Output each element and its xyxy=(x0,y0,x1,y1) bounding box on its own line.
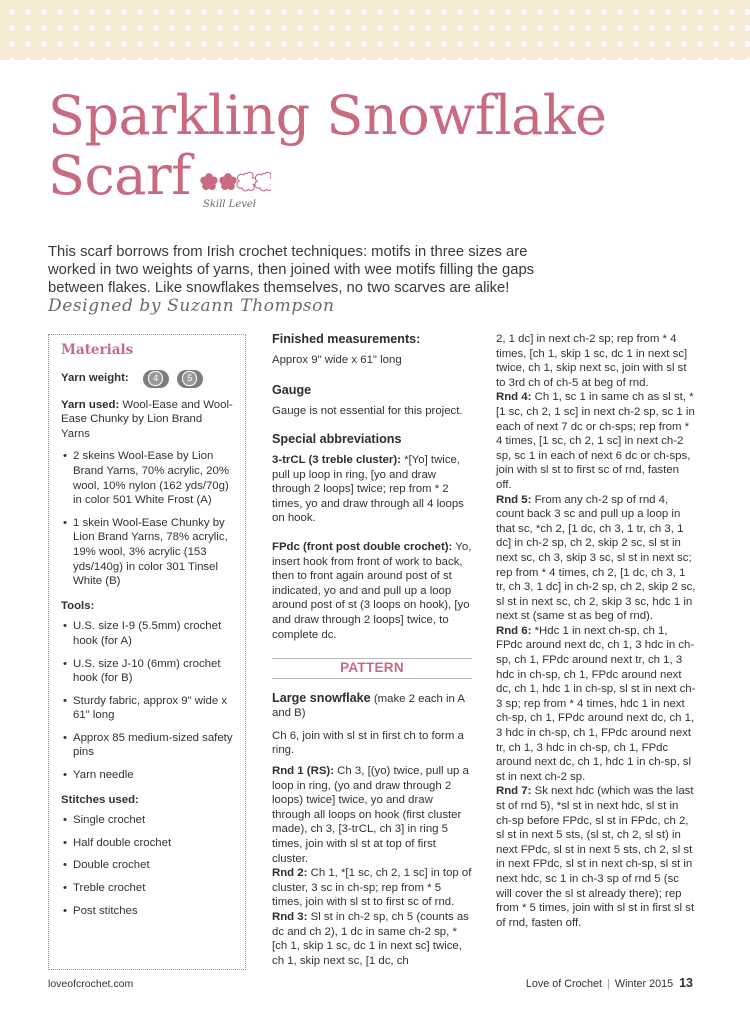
list-item: • Double crochet xyxy=(61,858,233,873)
list-item: • 1 skein Wool-Ease Chunky by Lion Brand Yarns, 78% acrylic, 19% wool, 3% acrylic (153 yds/140g) in color 301 Tinsel White (B) xyxy=(61,516,233,589)
list-item: • U.S. size J-10 (6mm) crochet hook (for B) xyxy=(61,657,233,686)
round-7 xyxy=(496,784,696,930)
list-item: • Single crochet xyxy=(61,813,233,828)
list-item: • 2 skeins Wool-Ease by Lion Brand Yarns, 70% acrylic, 20% wool, 10% nylon (162 yds/70g) in color 501 White Frost (A) xyxy=(61,449,233,507)
large-snowflake-intro: Ch 6, join with sl st in first ch to form a ring. xyxy=(272,729,464,757)
yarn-list xyxy=(61,449,233,588)
round-4 xyxy=(496,390,696,492)
round-6 xyxy=(496,624,696,785)
yarn-used-label: Yarn used: xyxy=(61,398,120,411)
yarn-weight-row xyxy=(61,370,233,388)
large-snowflake-heading xyxy=(272,691,472,721)
decorative-dot-band xyxy=(0,0,750,60)
skill-level-flowers-icon xyxy=(199,170,271,196)
list-item: • Post stitches xyxy=(61,904,233,919)
finished-text: Approx 9" wide x 61" long xyxy=(272,353,402,366)
yarn-weight-4-icon xyxy=(143,370,169,388)
title-line-1: Sparkling Snowflake xyxy=(48,84,607,147)
special-abbreviations-heading: Special abbreviations xyxy=(272,432,402,447)
footer-website: loveofcrochet.com xyxy=(48,978,134,990)
tools-label: Tools: xyxy=(61,599,95,612)
page-title xyxy=(48,86,606,206)
round-5 xyxy=(496,493,696,624)
intro-paragraph: This scarf borrows from Irish crochet techniques: motifs in three sizes are worked in two weights of yarns, then joined with wee motifs filling the gaps between flakes. Like snowflakes themselves, no two scarves are alike! xyxy=(48,243,535,296)
yarn-used-text: Wool-Ease and Wool-Ease Chunky by Lion Brand Yarns xyxy=(61,398,233,440)
skill-level-label: Skill Level xyxy=(203,199,257,210)
skill-level xyxy=(199,170,271,214)
round-1 xyxy=(272,764,472,866)
middle-column xyxy=(272,332,472,968)
abbreviation-text: Yo, insert hook from front of work to back, then to front again around post of st indicated, yo and and pull up a loop around post of st (3 loops on hook), [yo and draw through 2 loops] twice, to complete dc. xyxy=(272,540,472,641)
tools-list xyxy=(61,619,233,782)
large-snowflake-title: Large snowflake xyxy=(272,690,371,705)
list-item: • Yarn needle xyxy=(61,768,233,783)
round-3 xyxy=(272,910,472,968)
list-item: • U.S. size I-9 (5.5mm) crochet hook (for A) xyxy=(61,619,233,648)
materials-title: Materials xyxy=(61,342,134,358)
round-label: Rnd 1 (RS): xyxy=(272,765,335,778)
footer-issue-info xyxy=(526,976,693,990)
list-item: • Half double crochet xyxy=(61,836,233,851)
yarn-weight-5-value: 5 xyxy=(182,371,197,386)
round-2 xyxy=(272,866,472,910)
footer-separator: | xyxy=(604,978,613,990)
stitches-label: Stitches used: xyxy=(61,793,139,806)
round-text: *Hdc 1 in next ch-sp, ch 1, FPdc around next dc, ch 1, 3 hdc in ch-sp, ch 1, FPdc around next tr, ch 1, 3 hdc in ch-sp, ch 1, FPdc around next dc, ch 1, hdc 1 in ch-sp, sl st in next ch-3 sp; rep from * 4 times, hdc 1 in next ch-sp, ch 1, FPdc around next dc, ch 1, 3 hdc in ch-sp, ch 1, FPdc around next tr, ch 1, 3 hdc in ch-sp, ch 1, FPdc around next dc, ch 1, hdc 1 in ch-sp, sl st in next ch-2 sp. xyxy=(496,624,696,783)
round-text: From any ch-2 sp of rnd 4, count back 3 sc and pull up a loop in that sc, *ch 2, [1 dc, ch 3, 1 tr, ch 3, 1 dc] in ch-2 sp, ch 2, skip 2 sc, sl st in next sc, ch 3, skip 3 sc, sl st in next sc; rep from * 4 times, ch 2, [1 dc, ch 3, 1 tr, ch 3, 1 dc] in ch-2 sp, ch 2, skip 2 sc, sl st in next sc, ch 2, skip 3 sc, hdc 1 in next st (same st as beg of rnd). xyxy=(496,493,696,623)
round-text: Ch 1, sc 1 in same ch as sl st, *[1 sc, ch 2, 1 sc] in next ch-2 sp, sc 1 in each of next 7 dc or ch-sps; rep from * 4 times, [1 sc, ch 2, 1 sc] in next ch-2 sp, sc 1 in each of next 6 dc or ch-sps, join with sl st to first sc of rnd, fasten off. xyxy=(496,391,695,491)
list-item: • Approx 85 medium-sized safety pins xyxy=(61,731,233,760)
abbreviation-text: *[Yo] twice, pull up loop in ring, [yo and draw through 2 loops] twice; rep from * 2 times, yo and draw through all 4 loops on hook. xyxy=(272,453,464,525)
gauge-text: Gauge is not essential for this project. xyxy=(272,404,463,417)
large-snowflake-note: (make 2 each in A and B) xyxy=(272,692,465,720)
round-3-continued: 2, 1 dc] in next ch-2 sp; rep from * 4 times, [ch 1, skip 1 sc, dc 1 in next sc] twice, ch 1, skip next sc, join with sl st to 3rd ch of ch-5 at beg of rnd. xyxy=(496,333,688,389)
round-text: Sk next hdc (which was the last st of rnd 5), *sl st in next hdc, sl st in ch-sp before FPdc, sl st in FPdc, ch 2, sl st in next 5 sts, (sl st, ch 2, sl st) in next FPdc, sl st in next 5 sts, ch 2, sl st in next FPdc, sl st in next ch-sp, sl st in next hdc, sc 1 in ch-3 sp of rnd 5 (sc will cover the sl st already there); rep from * 5 times, join with sl st in first sl st of rnd, fasten off. xyxy=(496,785,695,929)
abbreviation-fpdc xyxy=(272,540,472,642)
footer-issue: Winter 2015 xyxy=(614,978,674,990)
materials-box xyxy=(48,334,246,970)
list-item: • Sturdy fabric, approx 9" wide x 61" long xyxy=(61,694,233,723)
yarn-used xyxy=(61,398,233,442)
pattern-section-heading: PATTERN xyxy=(272,658,472,679)
round-label: Rnd 6: xyxy=(496,624,532,637)
round-label: Rnd 7: xyxy=(496,785,532,798)
yarn-weight-5-icon xyxy=(177,370,203,388)
round-text: Sl st in ch-2 sp, ch 5 (counts as dc and ch 2), 1 dc in same ch-2 sp, *[ch 1, skip 1 sc, dc 1 in next sc] twice, ch 1, skip next sc, [1 dc, ch xyxy=(272,911,469,967)
page-number: 13 xyxy=(679,976,693,990)
stitches-list xyxy=(61,813,233,918)
round-text: Ch 1, *[1 sc, ch 2, 1 sc] in top of cluster, 3 sc in ch-sp; rep from * 5 times, join with sl st to first sc of rnd. xyxy=(272,867,472,909)
abbreviation-3trcl xyxy=(272,453,472,526)
designer-credit: Designed by Suzann Thompson xyxy=(48,296,335,316)
round-label: Rnd 3: xyxy=(272,911,308,923)
round-label: Rnd 4: xyxy=(496,391,532,404)
round-label: Rnd 2: xyxy=(272,867,308,880)
footer-magazine: Love of Crochet xyxy=(525,978,603,990)
gauge-heading: Gauge xyxy=(272,383,312,398)
abbreviation-term: FPdc (front post double crochet): xyxy=(272,540,453,553)
round-label: Rnd 5: xyxy=(496,493,532,506)
list-item: • Treble crochet xyxy=(61,881,233,896)
title-line-2: Scarf xyxy=(48,144,191,207)
finished-heading: Finished measurements: xyxy=(272,332,421,346)
yarn-weight-4-value: 4 xyxy=(148,371,163,386)
round-text: Ch 3, [(yo) twice, pull up a loop in ring, (yo and draw through 2 loops) twice] twice, yo and draw through all loops on hook (first cluster made), ch 3, [3-trCL, ch 3] in ring 5 times, join with sl st at top of first cluster. xyxy=(272,765,469,865)
yarn-weight-label: Yarn weight: xyxy=(61,372,129,385)
right-column xyxy=(496,332,696,930)
abbreviation-term: 3-trCL (3 treble cluster): xyxy=(272,453,401,466)
